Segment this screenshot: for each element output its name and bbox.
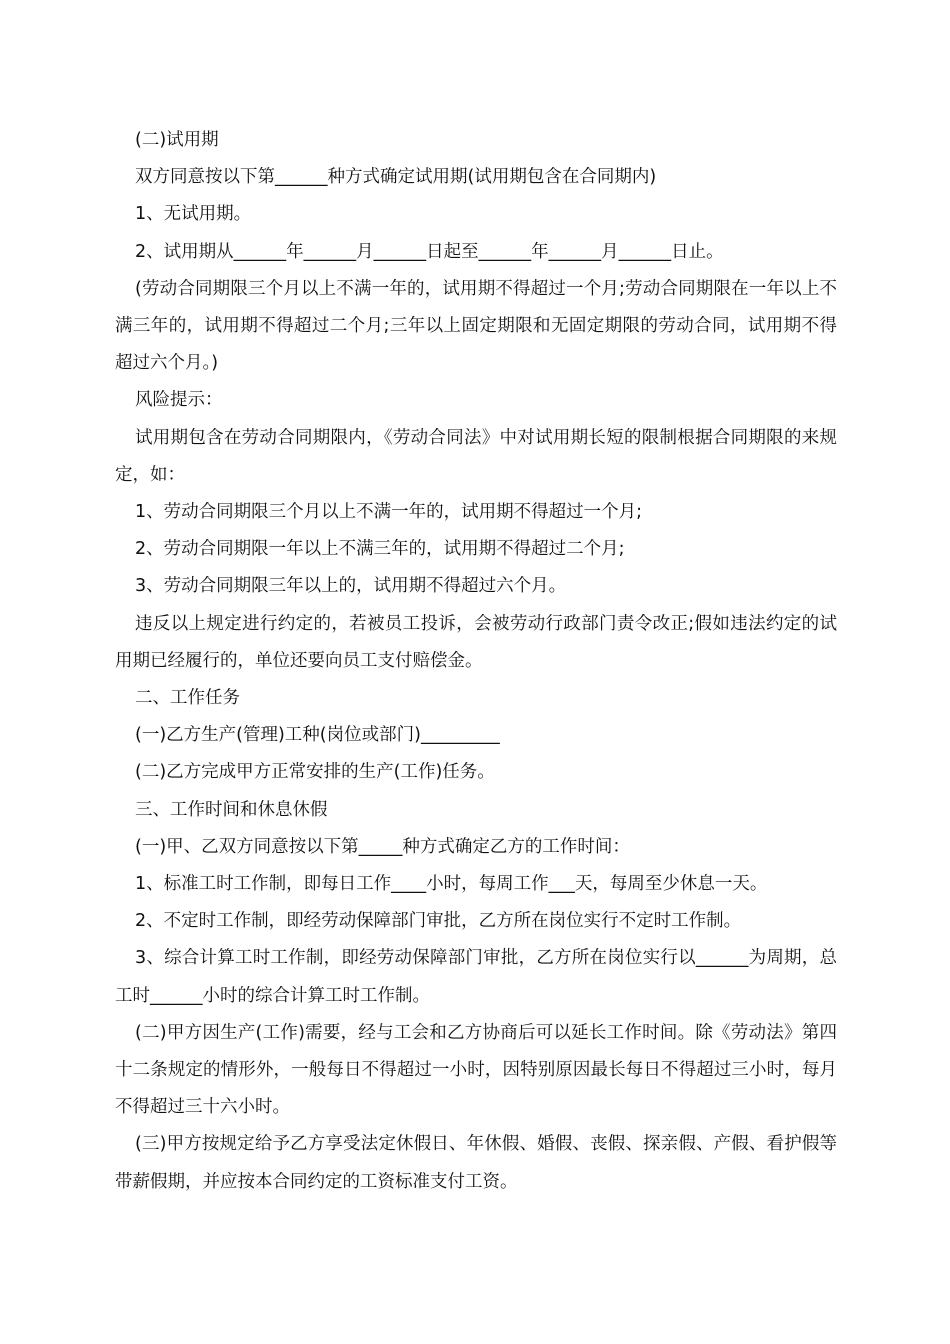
paragraph-flexible-hours: 2、不定时工作制，即经劳动保障部门审批，乙方所在岗位实行不定时工作制。	[135, 911, 742, 932]
paragraph-probation-limits-note: (劳动合同期限三个月以上不满一年的，试用期不得超过一个月;劳动合同期限在一年以上不满三年的，试用期不得超过二个月;三年以上固定期限和无固定期限的劳动合同，试用期不得超过六个月。)	[115, 278, 837, 374]
paragraph-probation-dates: 2、试用期从______年______月______日起至______年______月______日止。	[135, 241, 724, 262]
paragraph-risk-item-1: 1、劳动合同期限三个月以上不满一年的，试用期不得超过一个月;	[135, 502, 643, 523]
paragraph-work-tasks-heading: 二、工作任务	[135, 688, 240, 709]
paragraph-no-probation: 1、无试用期。	[135, 204, 252, 225]
paragraph-overtime: (二)甲方因生产(工作)需要，经与工会和乙方协商后可以延长工作时间。除《劳动法》第四十二条规定的情形外，一般每日不得超过一小时，因特别原因最长每日不得超过三小时，每月不得超过三十六小时。	[115, 1022, 837, 1118]
paragraph-comprehensive-hours: 3、综合计算工时工作制，即经劳动保障部门审批，乙方所在岗位实行以______为周期，总工时______小时的综合计算工时工作制。	[115, 948, 837, 1006]
paragraph-paid-leave: (三)甲方按规定给予乙方享受法定休假日、年休假、婚假、丧假、探亲假、产假、看护假等带薪假期，并应按本合同约定的工资标准支付工资。	[115, 1134, 837, 1192]
paragraph-probation-method: 双方同意按以下第______种方式确定试用期(试用期包含在合同期内)	[135, 167, 657, 188]
paragraph-violation-note: 违反以上规定进行约定的，若被员工投诉，会被劳动行政部门责令改正;假如违法约定的试用期已经履行的，单位还要向员工支付赔偿金。	[115, 613, 837, 671]
paragraph-risk-heading: 风险提示：	[135, 390, 223, 411]
paragraph-risk-item-2: 2、劳动合同期限一年以上不满三年的，试用期不得超过二个月;	[135, 539, 625, 560]
paragraph-probation-heading: (二)试用期	[135, 130, 219, 150]
document-body	[115, 122, 837, 1201]
paragraph-work-completion: (二)乙方完成甲方正常安排的生产(工作)任务。	[135, 762, 495, 783]
paragraph-work-time-method: (一)甲、乙双方同意按以下第_____种方式确定乙方的工作时间：	[135, 836, 630, 857]
paragraph-work-time-heading: 三、工作时间和休息休假	[135, 799, 328, 820]
paragraph-risk-intro: 试用期包含在劳动合同期限内，《劳动合同法》中对试用期长短的限制根据合同期限的来规定，如：	[115, 427, 837, 485]
paragraph-work-type: (一)乙方生产(管理)工种(岗位或部门)_________	[135, 725, 500, 746]
paragraph-risk-item-3: 3、劳动合同期限三年以上的，试用期不得超过六个月。	[135, 576, 567, 597]
paragraph-standard-hours: 1、标准工时工作制，即每日工作____小时，每周工作___天，每周至少休息一天。	[135, 874, 768, 895]
